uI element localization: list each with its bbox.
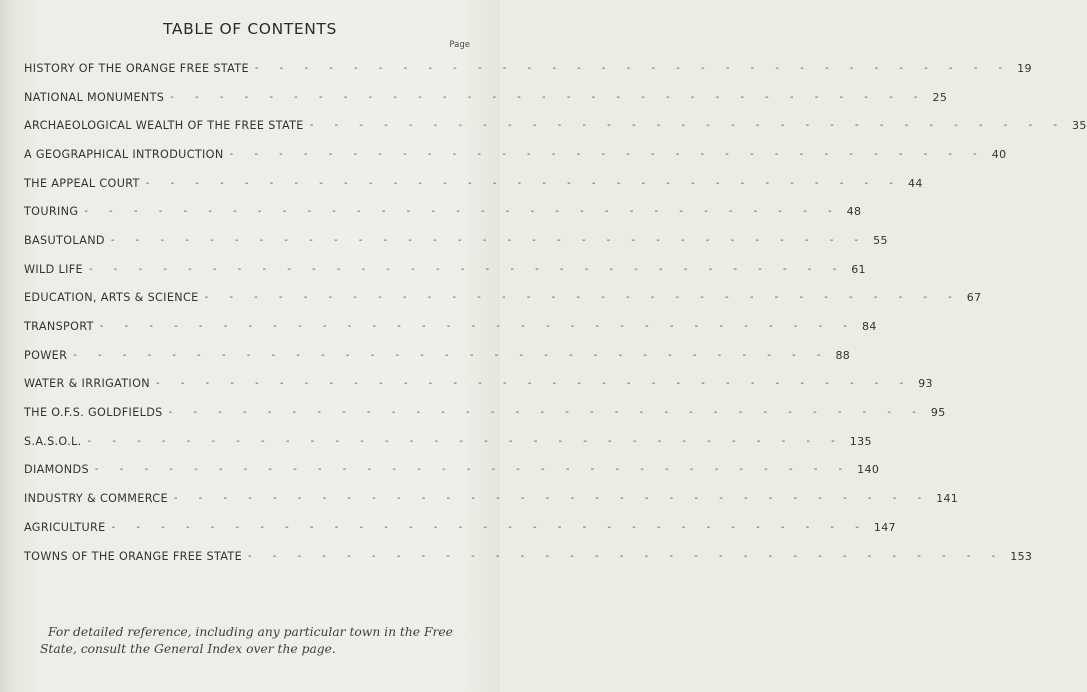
dot-leader: - - - - - - - - - - - - - - - - - - - - - - - - - - - - - - - <box>170 91 927 103</box>
dot-leader: - - - - - - - - - - - - - - - - - - - - - - - - - - - - - - - <box>309 120 1066 132</box>
toc-entry-page: 93 <box>918 377 933 391</box>
toc-entry <box>24 398 946 427</box>
dot-leader: - - - - - - - - - - - - - - - - - - - - - - - - - - - - - - - <box>168 407 925 419</box>
toc-entry-label: TOURING <box>24 205 79 219</box>
toc-entry-label: EDUCATION, ARTS & SCIENCE <box>24 291 199 305</box>
footer-note: For detailed reference, including any particular town in the Free State, consult the General Index over the page. <box>40 625 453 656</box>
toc-entry-page: 67 <box>966 291 982 305</box>
toc-entry-label: INDUSTRY & COMMERCE <box>24 492 168 506</box>
dot-leader: - - - - - - - - - - - - - - - - - - - - - - - - - - - - - - - <box>84 206 841 218</box>
toc-entry <box>24 513 896 542</box>
dot-leader: - - - - - - - - - - - - - - - - - - - - - - - - - - - - - - - <box>87 435 844 447</box>
toc-entry <box>24 83 948 112</box>
toc-entry-page: 40 <box>991 147 1007 161</box>
toc-entry-label: HISTORY OF THE ORANGE FREE STATE <box>24 61 249 75</box>
toc-entry-page: 140 <box>857 463 880 477</box>
toc-entry-page: 153 <box>1010 549 1033 563</box>
toc-entry-page: 147 <box>873 520 896 534</box>
toc-entry <box>24 370 933 399</box>
table-of-contents <box>24 54 1087 570</box>
toc-entry <box>24 341 851 370</box>
dot-leader: - - - - - - - - - - - - - - - - - - - - - - - - - - - - - - - <box>254 62 1012 74</box>
dot-leader: - - - - - - - - - - - - - - - - - - - - - - - - - - - - - - - <box>99 321 857 333</box>
toc-entry-label: WATER & IRRIGATION <box>24 377 150 391</box>
toc-entry-page: 19 <box>1017 61 1032 75</box>
toc-entry-label: BASUTOLAND <box>24 233 105 247</box>
toc-entry-label: TOWNS OF THE ORANGE FREE STATE <box>24 549 242 563</box>
toc-entry-page: 35 <box>1071 119 1087 133</box>
toc-entry-label: S.A.S.O.L. <box>24 434 82 448</box>
toc-entry <box>24 197 862 226</box>
toc-entry-label: THE APPEAL COURT <box>24 176 140 190</box>
toc-entry-page: 61 <box>851 262 866 276</box>
toc-entry-label: AGRICULTURE <box>24 520 106 534</box>
dot-leader: - - - - - - - - - - - - - - - - - - - - - - - - - - - - - - - <box>73 349 830 361</box>
toc-entry-page: 141 <box>936 492 959 506</box>
toc-entry <box>24 140 1007 169</box>
toc-entry-label: WILD LIFE <box>24 262 83 276</box>
toc-entry <box>24 111 1087 140</box>
toc-entry-label: A GEOGRAPHICAL INTRODUCTION <box>24 147 224 161</box>
toc-entry-page: 25 <box>932 90 948 104</box>
toc-entry <box>24 255 866 284</box>
dot-leader: - - - - - - - - - - - - - - - - - - - - - - - - - - - - - - - <box>145 177 902 189</box>
toc-entry-label: TRANSPORT <box>24 320 94 334</box>
dot-leader: - - - - - - - - - - - - - - - - - - - - - - - - - - - - - - - <box>204 292 961 304</box>
toc-entry-page: 95 <box>930 406 946 420</box>
toc-entry-page: 55 <box>873 233 888 247</box>
toc-entry-label: POWER <box>24 348 68 362</box>
page-column-label: Page <box>449 40 470 50</box>
page-title: TABLE OF CONTENTS <box>163 20 337 38</box>
toc-entry-label: DIAMONDS <box>24 463 89 477</box>
dot-leader: - - - - - - - - - - - - - - - - - - - - - - - - - - - - - - - <box>94 464 852 476</box>
dot-leader: - - - - - - - - - - - - - - - - - - - - - - - - - - - - - - - <box>229 148 986 160</box>
toc-entry <box>24 284 982 313</box>
toc-entry <box>24 312 877 341</box>
dot-leader: - - - - - - - - - - - - - - - - - - - - - - - - - - - - - - - <box>110 234 868 246</box>
toc-entry <box>24 169 923 198</box>
toc-entry-label: ARCHAEOLOGICAL WEALTH OF THE FREE STATE <box>24 119 304 133</box>
toc-entry-label: NATIONAL MONUMENTS <box>24 90 165 104</box>
toc-entry <box>24 484 959 513</box>
dot-leader: - - - - - - - - - - - - - - - - - - - - - - - - - - - - - - - <box>155 378 913 390</box>
toc-entry <box>24 427 872 456</box>
toc-entry <box>24 456 880 485</box>
dot-leader: - - - - - - - - - - - - - - - - - - - - - - - - - - - - - - - <box>248 550 1005 562</box>
dot-leader: - - - - - - - - - - - - - - - - - - - - - - - - - - - - - - - <box>88 263 846 275</box>
toc-entry-label: THE O.F.S. GOLDFIELDS <box>24 406 163 420</box>
toc-entry <box>24 54 1032 83</box>
toc-entry-page: 88 <box>835 348 851 362</box>
toc-entry <box>24 226 888 255</box>
toc-entry-page: 44 <box>907 176 923 190</box>
toc-entry-page: 48 <box>846 205 862 219</box>
toc-entry-page: 135 <box>849 434 872 448</box>
toc-entry <box>24 542 1033 571</box>
dot-leader: - - - - - - - - - - - - - - - - - - - - - - - - - - - - - - - <box>111 521 868 533</box>
toc-entry-page: 84 <box>862 320 877 334</box>
dot-leader: - - - - - - - - - - - - - - - - - - - - - - - - - - - - - - - <box>173 493 931 505</box>
